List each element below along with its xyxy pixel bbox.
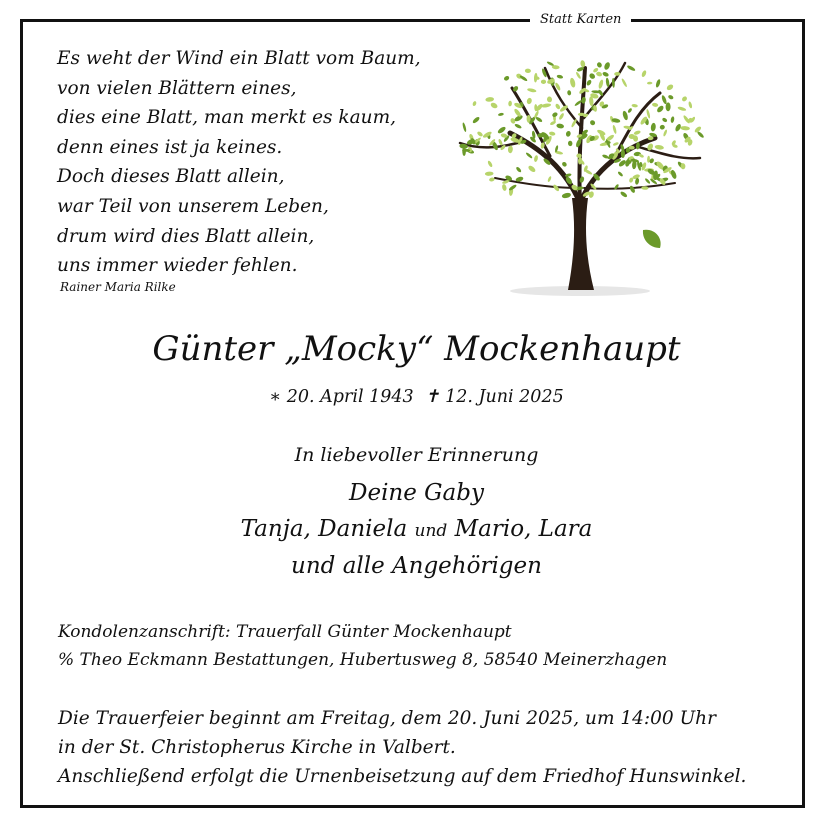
condolence-line: Kondolenzanschrift: Trauerfall Günter Mockenhaupt xyxy=(58,622,512,642)
life-dates xyxy=(0,385,833,409)
poem-line: Doch dieses Blatt allein, xyxy=(57,166,285,188)
poem-line: drum wird dies Blatt allein, xyxy=(57,225,315,247)
ceremony-line: Anschließend erfolgt die Urnenbeisetzung auf dem Friedhof Hunswinkel. xyxy=(58,766,747,787)
poem-line: Es weht der Wind ein Blatt vom Baum, xyxy=(57,48,421,69)
signature-und: und xyxy=(414,521,448,541)
poem-line: dies eine Blatt, man merkt es kaum, xyxy=(57,107,396,129)
remembrance-intro: In liebevoller Erinnerung xyxy=(294,444,539,466)
poem xyxy=(57,44,421,281)
signature-line-3: und alle Angehörigen xyxy=(291,553,542,579)
signature-line-1: Deine Gaby xyxy=(349,480,484,506)
tree-icon xyxy=(450,38,710,300)
birth-date: 20. April 1943 xyxy=(286,387,414,407)
ceremony-line: Die Trauerfeier beginnt am Freitag, dem 20. Juni 2025, um 14:00 Uhr xyxy=(58,708,716,729)
death-cross-icon: ✝ xyxy=(424,387,440,407)
signature-names-b: Mario, Lara xyxy=(454,516,593,542)
deceased-name: Günter „Mocky“ Mockenhaupt xyxy=(152,329,681,369)
poem-author: Rainer Maria Rilke xyxy=(60,280,176,294)
poem-line: uns immer wieder fehlen. xyxy=(57,255,298,277)
statt-karten-label: Statt Karten xyxy=(530,11,631,29)
poem-line: von vielen Blättern eines, xyxy=(57,77,297,99)
poem-line: denn eines ist ja keines. xyxy=(57,136,283,158)
signature-line-2 xyxy=(0,513,833,547)
ceremony-info xyxy=(58,704,746,791)
death-date: 12. Juni 2025 xyxy=(445,387,564,407)
ceremony-line: in der St. Christopherus Kirche in Valbert. xyxy=(58,737,456,758)
birth-symbol: ∗ xyxy=(269,387,282,407)
condolence-line: % Theo Eckmann Bestattungen, Hubertusweg 8, 58540 Meinerzhagen xyxy=(58,650,668,670)
poem-line: war Teil von unserem Leben, xyxy=(57,195,329,217)
condolence-address xyxy=(58,618,667,674)
signature-names-a: Tanja, Daniela xyxy=(240,516,408,542)
